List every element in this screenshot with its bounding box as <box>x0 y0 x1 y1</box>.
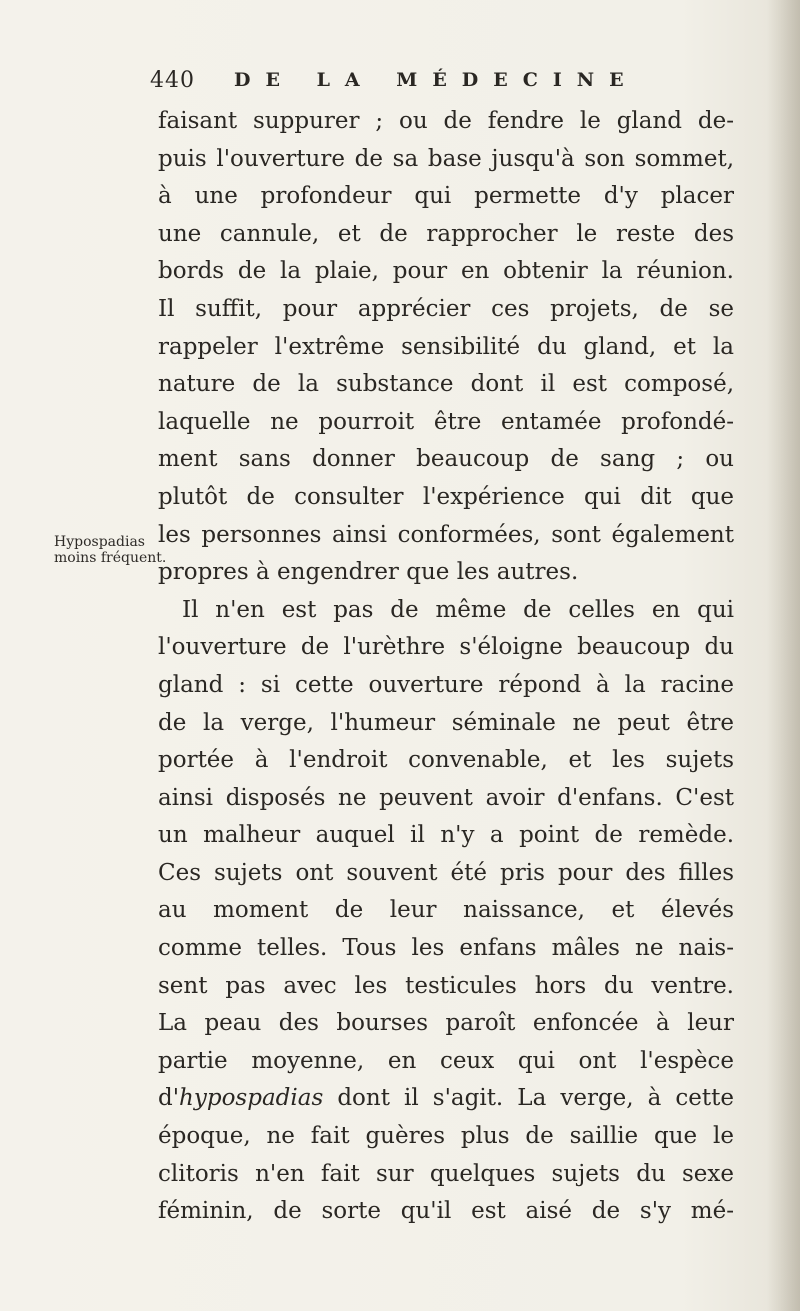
text-line: l'ouverture de l'urèthre s'éloigne beaucoup du <box>158 634 734 661</box>
text-line: bords de la plaie, pour en obtenir la réunion. <box>158 258 734 285</box>
text-line: Il suffit, pour apprécier ces projets, de se <box>158 295 734 322</box>
text-line: partie moyenne, en ceux qui ont l'espèce <box>158 1047 734 1074</box>
text-line: Ces sujets ont souvent été pris pour des filles <box>158 859 734 886</box>
text-line: rappeler l'extrême sensibilité du gland, et la <box>158 333 734 360</box>
margin-note <box>54 534 167 566</box>
margin-note-line: Hypospadias <box>54 534 145 550</box>
text-line: gland : si cette ouverture répond à la racine <box>158 671 734 698</box>
text-line: de la verge, l'humeur séminale ne peut être <box>158 709 734 736</box>
italic-term-hypospadias: hypospadias <box>179 1085 324 1112</box>
text-line: portée à l'endroit convenable, et les sujets <box>158 747 734 774</box>
text-line-rest: dont il s'agit. La verge, à cette <box>337 1085 734 1112</box>
paragraph-start-line: Il n'en est pas de même de celles en qui <box>182 596 734 623</box>
text-line: laquelle ne pourroit être entamée profondé- <box>158 408 734 435</box>
text-line: plutôt de consulter l'expérience qui dit que <box>158 483 734 510</box>
text-line-with-italic <box>158 1080 734 1118</box>
text-line: les personnes ainsi conformées, sont également <box>158 521 734 548</box>
text-line: faisant suppurer ; ou de fendre le gland de- <box>158 108 734 134</box>
text-line: au moment de leur naissance, et élevés <box>158 897 734 924</box>
page-number: 440 <box>150 68 195 93</box>
text-line: clitoris n'en fait sur quelques sujets du sexe <box>158 1160 734 1187</box>
text-line: La peau des bourses paroît enfoncée à leur <box>158 1010 734 1037</box>
text-line: une cannule, et de rapprocher le reste des <box>158 220 734 247</box>
text-line: un malheur auquel il n'y a point de remède. <box>158 822 734 849</box>
running-head <box>150 68 730 104</box>
text-line: sent pas avec les testicules hors du ventre. <box>158 972 734 999</box>
text-line: ment sans donner beaucoup de sang ; ou <box>158 446 734 473</box>
page-edge-shadow <box>766 0 800 1311</box>
text-line: puis l'ouverture de sa base jusqu'à son sommet, <box>158 145 734 172</box>
running-title: DE LA MÉDECINE <box>234 69 639 91</box>
body-text <box>158 103 734 1231</box>
text-line: à une profondeur qui permette d'y placer <box>158 183 734 210</box>
text-line: féminin, de sorte qu'il est aisé de s'y mé- <box>158 1198 734 1225</box>
text-line-prefix: d' <box>158 1085 180 1112</box>
text-line: propres à engendrer que les autres. <box>158 559 579 586</box>
text-line: comme telles. Tous les enfans mâles ne nais- <box>158 935 734 962</box>
text-line: nature de la substance dont il est composé, <box>158 371 734 398</box>
text-line: ainsi disposés ne peuvent avoir d'enfans. C'est <box>158 784 734 811</box>
text-line: époque, ne fait guères plus de saillie que le <box>158 1123 734 1150</box>
margin-note-line: moins fréquent. <box>54 550 167 566</box>
